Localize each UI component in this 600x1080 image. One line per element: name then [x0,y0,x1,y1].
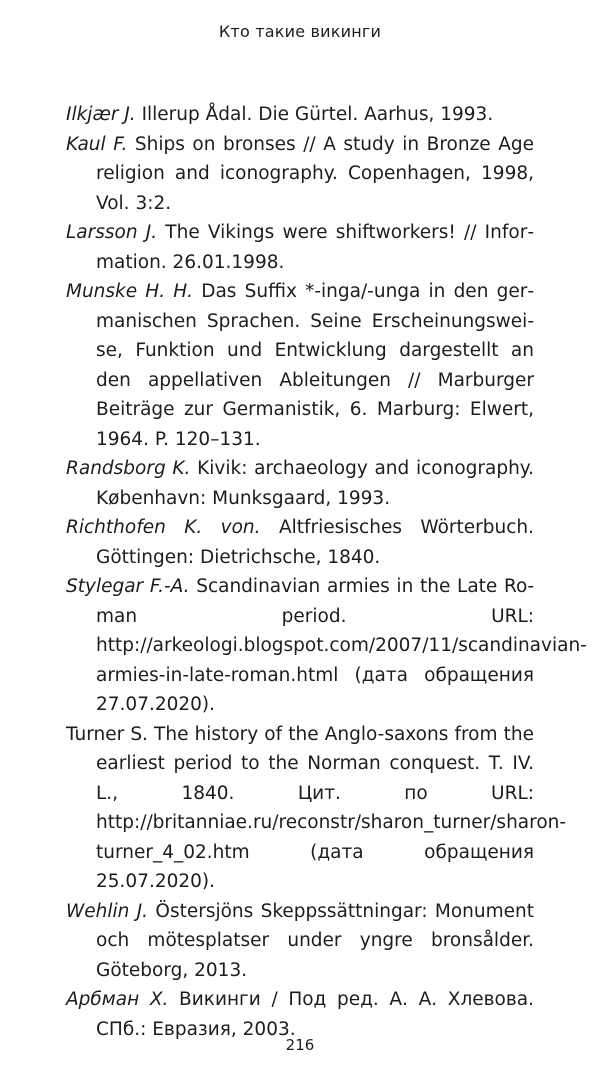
bibliography-entry [66,100,534,130]
bibliography-entry [66,218,534,277]
entry-text: Östersjöns Skeppssättningar: Monument och mötesplatser under yngre bronsålder. Göteborg, 2013. [96,900,534,981]
entry-text: Illerup Ådal. Die Gürtel. Aarhus, 1993. [135,104,494,125]
bibliography-entry [66,513,534,572]
entry-author: Ilkjær J. [66,104,136,125]
entry-author: Stylegar F.-A. [66,576,190,597]
bibliography-entry [66,572,587,720]
bibliography-list [66,100,587,1044]
entry-author: Randsborg K. [66,458,191,479]
bibliography-entry [66,720,567,897]
entry-author: Larsson J. [66,222,158,243]
entry-text: Turner S. The history of the Anglo-saxons from the earliest period to the Norman conquest. T. IV. L., 1840. Цит. по URL: http://britanniae.ru/reconstr/sharon_turner/sharon-turner_4_02.htm (дата обращения 25.07.2020). [66,723,567,892]
bibliography-entry [66,130,534,219]
entry-author: Munske H. H. [66,281,194,302]
entry-text: The Vikings were shiftworkers! // Information. 26.01.1998. [96,222,534,273]
entry-text: Викинги / Под ред. А. А. Хлевова. СПб.: Евразия, 2003. [96,989,534,1040]
entry-author: Арбман Х. [66,989,169,1010]
entry-text: Scandinavian armies in the Late Roman period. URL: http://arkeologi.blogspot.com/2007/11/scandinavian-armies-in-late-roman.html (дата обращения 27.07.2020). [96,576,587,715]
page-number: 216 [285,1036,315,1054]
entry-author: Wehlin J. [66,900,149,922]
bibliography-entry [66,897,534,986]
running-title: Кто такие викинги [218,22,382,41]
bibliography-entry [66,277,534,454]
entry-author: Richthofen K. von. [66,517,261,538]
bibliography-entry [66,454,534,513]
entry-author: Kaul F. [66,133,128,155]
entry-text: Ships on bronses // A study in Bronze Age religion and iconography. Copenhagen, 1998, Vol. 3:2. [96,133,534,214]
entry-text: Kivik: archaeology and iconography. København: Munksgaard, 1993. [96,458,534,509]
entry-text: Altfriesisches Wörterbuch. Göttingen: Dietrichsche, 1840. [96,517,534,568]
entry-text: Das Suffix *-inga/-unga in den germanischen Sprachen. Seine Erscheinungsweise, Funktion und Entwicklung dargestellt an den appellativen Ableitungen // Marburger Beiträge zur Germanistik, 6. Marburg: Elwert, 1964. P. 120–131. [96,281,534,450]
